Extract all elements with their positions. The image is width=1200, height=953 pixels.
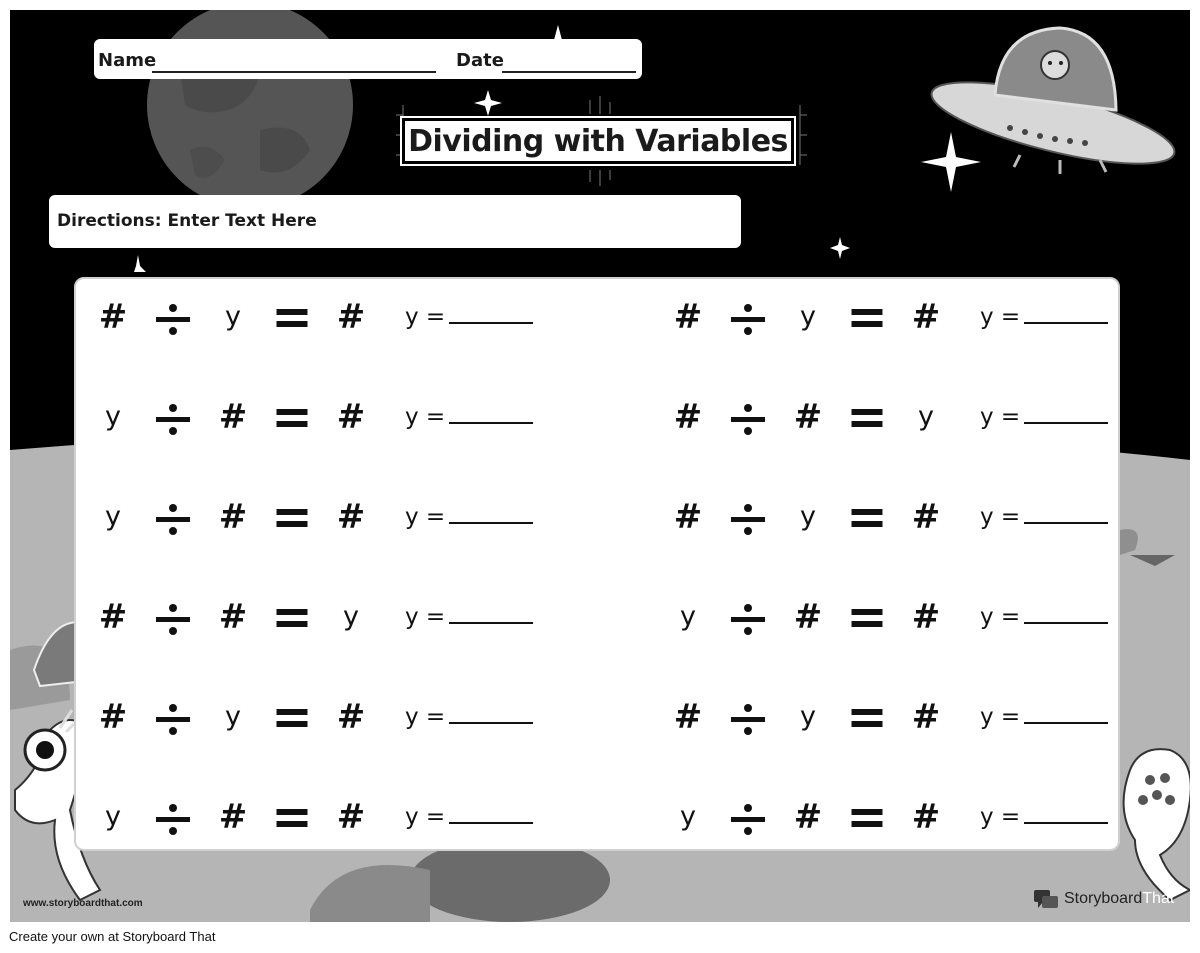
number-placeholder: # <box>673 297 703 337</box>
variable: y <box>680 801 696 832</box>
divide-sign <box>731 602 765 636</box>
equals-sign <box>277 709 308 729</box>
number-placeholder: # <box>98 697 128 737</box>
answer-field[interactable] <box>980 804 1108 830</box>
equals-sign <box>277 309 308 329</box>
variable: y <box>680 601 696 632</box>
answer-field[interactable] <box>405 804 533 830</box>
number-placeholder: # <box>218 797 248 837</box>
number-placeholder: # <box>911 297 941 337</box>
divide-sign <box>156 502 190 536</box>
equals-sign <box>277 409 308 429</box>
answer-field[interactable] <box>405 604 533 630</box>
name-label: Name <box>98 50 157 71</box>
answer-field[interactable] <box>980 404 1108 430</box>
number-placeholder: # <box>218 497 248 537</box>
answer-blank[interactable] <box>449 504 533 524</box>
answer-prefix: y = <box>405 804 446 830</box>
number-placeholder: # <box>218 397 248 437</box>
answer-blank[interactable] <box>1024 504 1108 524</box>
answer-prefix: y = <box>405 504 446 530</box>
answer-prefix: y = <box>980 604 1021 630</box>
answer-field[interactable] <box>405 504 533 530</box>
answer-blank[interactable] <box>449 704 533 724</box>
number-placeholder: # <box>336 697 366 737</box>
answer-field[interactable] <box>980 504 1108 530</box>
number-placeholder: # <box>98 597 128 637</box>
number-placeholder: # <box>673 697 703 737</box>
variable: y <box>800 301 816 332</box>
answer-prefix: y = <box>980 304 1021 330</box>
divide-sign <box>731 402 765 436</box>
number-placeholder: # <box>793 797 823 837</box>
variable: y <box>343 601 359 632</box>
number-placeholder: # <box>911 797 941 837</box>
name-field[interactable] <box>152 71 436 73</box>
answer-blank[interactable] <box>449 804 533 824</box>
name-date-box <box>94 39 642 79</box>
date-label: Date <box>456 50 504 71</box>
answer-prefix: y = <box>980 804 1021 830</box>
brand-light: That <box>1142 890 1175 907</box>
answer-prefix: y = <box>980 404 1021 430</box>
divide-sign <box>156 702 190 736</box>
answer-field[interactable] <box>405 404 533 430</box>
equals-sign <box>852 809 883 829</box>
variable: y <box>225 701 241 732</box>
equals-sign <box>852 409 883 429</box>
answer-prefix: y = <box>405 704 446 730</box>
answer-field[interactable] <box>980 304 1108 330</box>
brand-dark: Storyboard <box>1064 890 1143 907</box>
number-placeholder: # <box>673 397 703 437</box>
credit-text: Create your own at Storyboard That <box>9 929 216 944</box>
variable: y <box>800 501 816 532</box>
answer-blank[interactable] <box>449 304 533 324</box>
equals-sign <box>852 609 883 629</box>
number-placeholder: # <box>793 597 823 637</box>
variable: y <box>800 701 816 732</box>
problems-panel <box>74 277 1120 851</box>
number-placeholder: # <box>336 797 366 837</box>
divide-sign <box>731 302 765 336</box>
number-placeholder: # <box>336 497 366 537</box>
number-placeholder: # <box>911 597 941 637</box>
variable: y <box>918 401 934 432</box>
ufo-icon <box>925 28 1181 180</box>
brand-text <box>1064 890 1174 908</box>
equals-sign <box>852 309 883 329</box>
number-placeholder: # <box>336 397 366 437</box>
directions: Directions: Enter Text Here <box>49 195 741 248</box>
equals-sign <box>277 609 308 629</box>
answer-blank[interactable] <box>449 404 533 424</box>
number-placeholder: # <box>911 697 941 737</box>
divide-sign <box>156 802 190 836</box>
title-frame <box>400 116 796 166</box>
answer-field[interactable] <box>405 304 533 330</box>
equals-sign <box>277 809 308 829</box>
answer-prefix: y = <box>980 704 1021 730</box>
divide-sign <box>731 702 765 736</box>
number-placeholder: # <box>98 297 128 337</box>
divide-sign <box>156 602 190 636</box>
answer-prefix: y = <box>405 404 446 430</box>
answer-blank[interactable] <box>1024 704 1108 724</box>
answer-blank[interactable] <box>1024 604 1108 624</box>
footer-url: www.storyboardthat.com <box>23 898 143 909</box>
number-placeholder: # <box>793 397 823 437</box>
variable: y <box>105 801 121 832</box>
answer-prefix: y = <box>405 604 446 630</box>
divide-sign <box>156 402 190 436</box>
worksheet-frame <box>10 10 1190 922</box>
divide-sign <box>156 302 190 336</box>
number-placeholder: # <box>673 497 703 537</box>
answer-prefix: y = <box>405 304 446 330</box>
answer-blank[interactable] <box>1024 804 1108 824</box>
number-placeholder: # <box>911 497 941 537</box>
variable: y <box>225 301 241 332</box>
answer-field[interactable] <box>980 604 1108 630</box>
answer-blank[interactable] <box>1024 404 1108 424</box>
answer-field[interactable] <box>980 704 1108 730</box>
equals-sign <box>852 709 883 729</box>
divide-sign <box>731 802 765 836</box>
answer-blank[interactable] <box>449 604 533 624</box>
equals-sign <box>277 509 308 529</box>
divide-sign <box>731 502 765 536</box>
equals-sign <box>852 509 883 529</box>
number-placeholder: # <box>336 297 366 337</box>
page-title: Dividing with Variables <box>405 121 791 161</box>
variable: y <box>105 401 121 432</box>
answer-prefix: y = <box>980 504 1021 530</box>
date-field[interactable] <box>502 71 636 73</box>
number-placeholder: # <box>218 597 248 637</box>
storyboard-logo-icon <box>1034 890 1060 910</box>
answer-blank[interactable] <box>1024 304 1108 324</box>
variable: y <box>105 501 121 532</box>
answer-field[interactable] <box>405 704 533 730</box>
